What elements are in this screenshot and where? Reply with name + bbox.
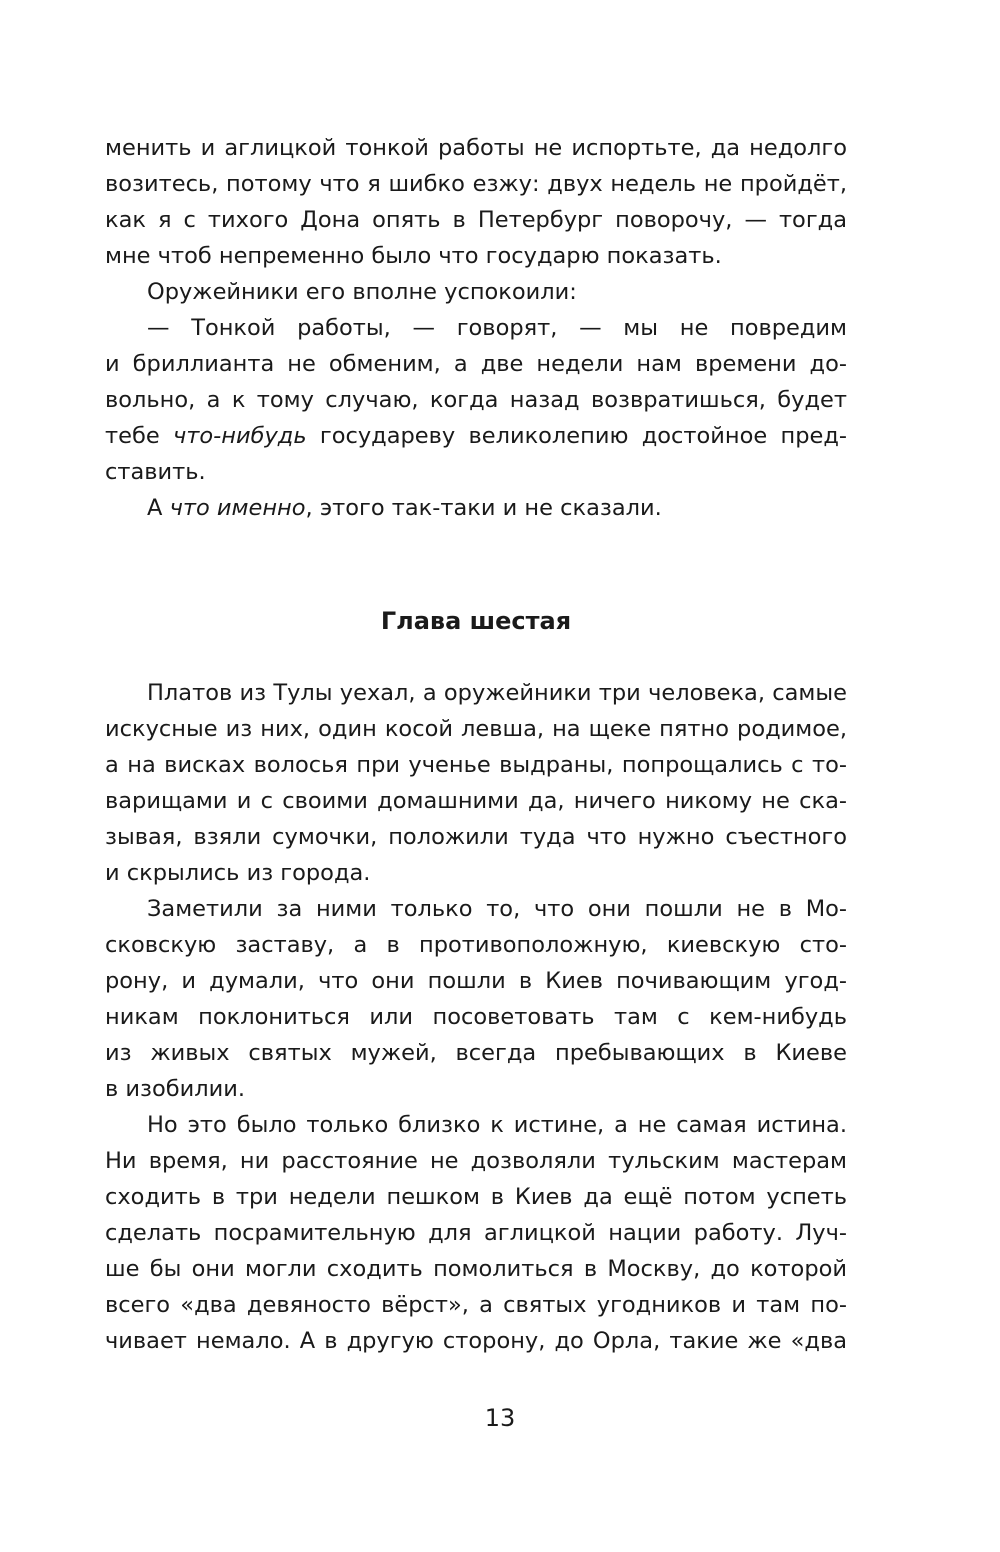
text-line: рону, и думали, что они пошли в Киев почивающим угод- — [105, 968, 847, 994]
text-line: искусные из них, один косой левша, на щеке пятно родимое, — [105, 716, 847, 742]
text-fragment: А — [147, 495, 163, 521]
text-line: ше бы они могли сходить помолиться в Москву, до которой — [105, 1256, 847, 1282]
chapter-title: Глава шестая — [380, 607, 572, 635]
text-line: менить и аглицкой тонкой работы не испортьте, да недолго — [105, 135, 847, 161]
text-line: сделать посрамительную для аглицкой нации работу. Луч- — [105, 1220, 847, 1246]
text-line: Но это было только близко к истине, а не самая истина. — [147, 1112, 847, 1138]
text-line: а на висках волосья при ученье выдраны, попрощались с то- — [105, 752, 847, 778]
text-line: чивает немало. А в другую сторону, до Орла, такие же «два — [105, 1328, 847, 1354]
italic-fragment: что именно — [169, 495, 306, 521]
text-block-top — [105, 130, 847, 526]
text-line: зывая, взяли сумочки, положили туда что нужно съестного — [105, 824, 847, 850]
text-fragment: государеву великолепию достойное пред- — [319, 423, 847, 449]
text-line: всего «два девяносто вёрст», а святых угодников и там по- — [105, 1292, 847, 1318]
text-line: в изобилии. — [105, 1076, 246, 1102]
text-line: как я с тихого Дона опять в Петербург поворочу, — тогда — [105, 207, 847, 233]
text-line: Ни время, ни расстояние не дозволяли тульским мастерам — [105, 1148, 847, 1174]
text-line: Заметили за ними только то, что они пошли не в Мо- — [147, 896, 847, 922]
text-line: и скрылись из города. — [105, 860, 371, 886]
text-line-mixed — [105, 418, 847, 454]
page-number: 13 — [484, 1404, 516, 1432]
text-block-bottom — [105, 675, 847, 1359]
text-line: сходить в три недели пешком в Киев да ещё потом успеть — [105, 1184, 847, 1210]
text-line: возитесь, потому что я шибко езжу: двух недель не пройдёт, — [105, 171, 847, 197]
italic-fragment: что-нибудь — [172, 423, 307, 449]
text-line: ставить. — [105, 459, 206, 485]
text-line: варищами и с своими домашними да, ничего никому не ска- — [105, 788, 847, 814]
text-line: Платов из Тулы уехал, а оружейники три человека, самые — [147, 680, 847, 706]
text-line: Оружейники его вполне успокоили: — [147, 279, 577, 305]
text-line: вольно, а к тому случаю, когда назад возвратишься, будет — [105, 387, 847, 413]
text-fragment: тебе — [105, 423, 160, 449]
text-line-mixed — [105, 490, 847, 526]
text-line: — Тонкой работы, — говорят, — мы не повредим — [147, 315, 847, 341]
text-fragment: , этого так-таки и не сказали. — [305, 495, 662, 521]
text-line: сковскую заставу, а в противоположную, киевскую сто- — [105, 932, 847, 958]
text-line: из живых святых мужей, всегда пребывающих в Киеве — [105, 1040, 847, 1066]
text-line: и бриллианта не обменим, а две недели нам времени до- — [105, 351, 847, 377]
text-line: никам поклониться или посоветовать там с кем-нибудь — [105, 1004, 847, 1030]
text-line: мне чтоб непременно было что государю показать. — [105, 243, 722, 269]
